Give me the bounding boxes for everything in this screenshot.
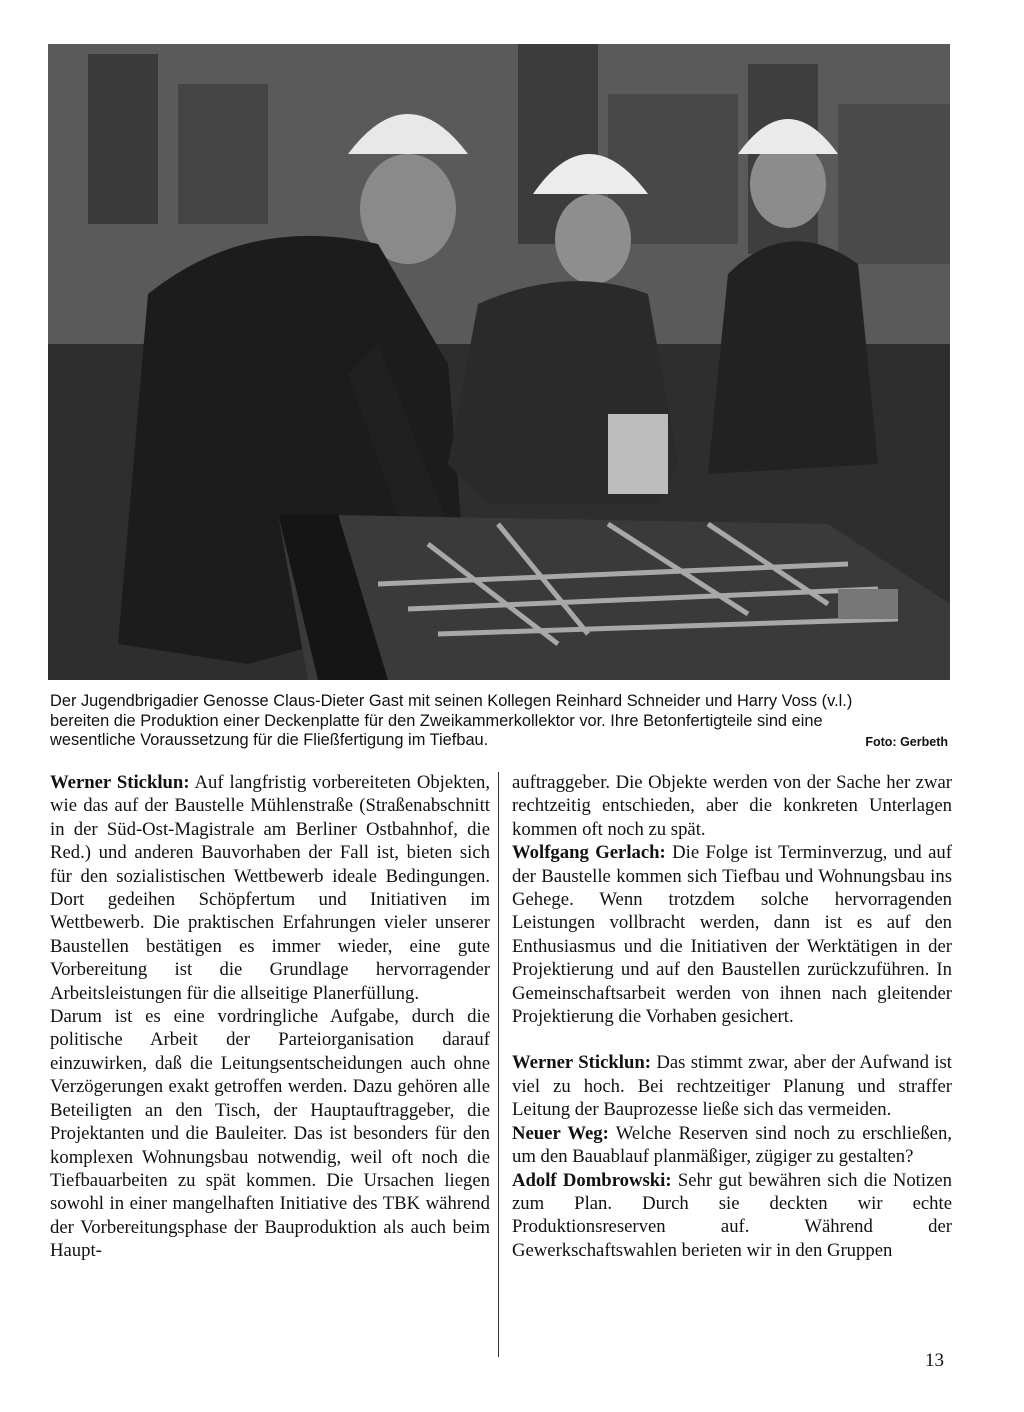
page-number: 13 (925, 1350, 944, 1371)
paragraph-text: Sehr gut bewähren sich die Notizen zum Plan. Durch sie deckten wir echte Produktionsreserven auf. Während der Gewerkschaftswahlen berieten wir in den Gruppen (512, 1169, 953, 1261)
paragraph (512, 1051, 952, 1121)
speaker: Werner Sticklun: (512, 1052, 651, 1074)
left-column (50, 771, 490, 1263)
paragraph-text: Welche Reserven sind noch zu erschließen, um den Bauablauf planmäßiger, zügiger zu gestalten? (512, 1122, 952, 1168)
paragraph-text: Das stimmt zwar, aber der Aufwand ist viel zu hoch. Bei rechtzeitiger Planung und straffer Leitung der Bauprozesse ließe sich das vermeiden. (512, 1052, 952, 1121)
paragraph (512, 1122, 952, 1169)
paragraph (512, 841, 952, 1028)
paragraph (512, 771, 952, 841)
paragraph (50, 1005, 490, 1262)
caption-line: wesentliche Voraussetzung für die Fließfertigung im Tiefbau. (50, 731, 489, 749)
photo-credit: Foto: Gerbeth (865, 735, 948, 749)
paragraph-text: Auf langfristig vorbereiteten Objekten, wie das auf der Baustelle Mühlenstraße (Straßenabschnitt in der Süd-Ost-Magistrale am Berliner Ostbahnhof, die Red.) und anderen Bauvorhaben der Fall ist, bieten sich für den sozialistischen Wettbewerb ideale Bedingungen. Dort gedeihen Schöpfertum und Initiativen im Wettbewerb. Die praktischen Erfahrungen vieler unserer Baustellen bestätigen es immer wieder, eine gute Vorbereitung ist die Grundlage hervorragender Arbeitsleistungen für die allseitige Planerfüllung. (50, 772, 491, 1004)
paragraph-text: Darum ist es eine vordringliche Aufgabe, durch die politische Arbeit der Parteiorganisation darauf einzuwirken, daß die Leitungsentscheidungen auch ohne Verzögerungen exakt getroffen werden. Dazu gehören alle Beteiligten an den Tisch, der Hauptauftraggeber, die Projektanten und die Bauleiter. Das ist besonders für den komplexen Wohnungsbau notwendig, weil oft noch die Tiefbauarbeiten zu spät kommen. Die Ursachen liegen sowohl in einer mangelhaften Initiative des TBK während der Vorbereitungsphase der Bauproduktion als auch beim Haupt- (50, 1006, 490, 1262)
speaker: Werner Sticklun: (50, 772, 190, 793)
column-divider (498, 772, 499, 1357)
speaker: Wolfgang Gerlach: (512, 842, 666, 864)
caption-line: bereiten die Produktion einer Deckenplatte für den Zweikammerkollektor vor. Ihre Betonfertigteile sind eine (50, 711, 823, 730)
right-column (512, 771, 952, 1262)
paragraph-text: Die Folge ist Terminverzug, und auf der Baustelle kommen sich Tiefbau und Wohnungsbau ins Gehege. Wenn trotzdem solche hervorragenden Leistungen vollbracht werden, dann ist es auf den Enthusiasmus und die Initiativen der Werktätigen in der Projektierung und auf den Baustellen zurückzuführen. In Gemeinschaftsarbeit werden von ihnen nach gleitender Projektierung die Vorhaben gesichert. (512, 842, 952, 1028)
speaker: Adolf Dombrowski: (512, 1169, 672, 1191)
caption-line: Der Jugendbrigadier Genosse Claus-Dieter Gast mit seinen Kollegen Reinhard Schneider und Harry Voss (v.l.) (50, 692, 853, 710)
photo-caption (50, 692, 950, 751)
paragraph (50, 771, 490, 1005)
photo-illustration (48, 44, 950, 680)
paragraph (512, 1169, 952, 1263)
paragraph-text: auftraggeber. Die Objekte werden von der Sache her zwar rechtzeitig entschieden, aber die konkreten Unterlagen kommen oft noch zu spät. (512, 772, 952, 840)
photo-workers-construction (48, 44, 950, 680)
speaker: Neuer Weg: (512, 1122, 609, 1144)
